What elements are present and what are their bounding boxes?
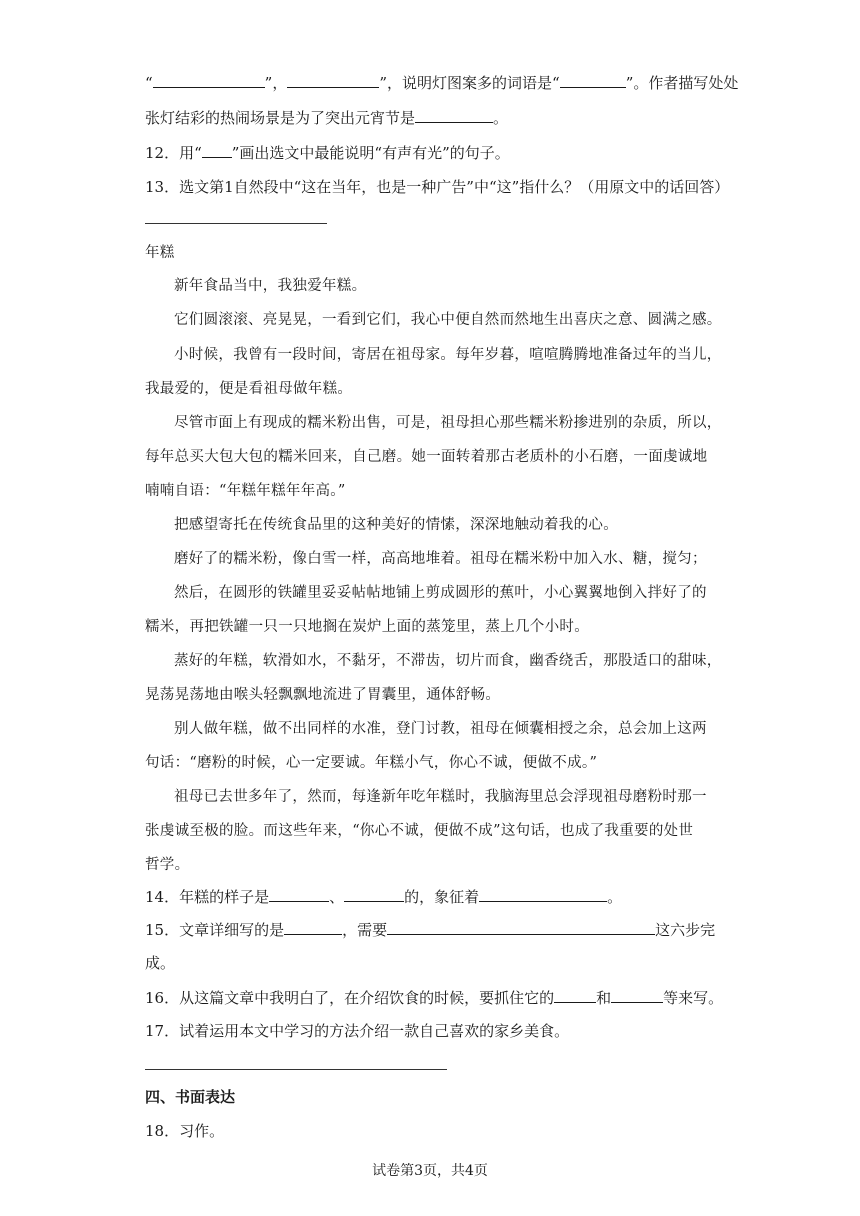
paragraph-line: 哲学。 xyxy=(145,857,190,873)
answer-blank[interactable] xyxy=(560,72,626,88)
paragraph: 祖母已去世多年了，然而，每逢新年吃年糕时，我脑海里总会浮现祖母磨粉时那一 xyxy=(174,789,707,805)
paragraph: 尽管市面上有现成的糯米粉出售，可是，祖母担心那些糯米粉掺进别的杂质，所以， xyxy=(174,415,722,431)
answer-blank[interactable] xyxy=(284,919,342,935)
paragraph-line: 喃喃自语：“年糕年糕年年高。” xyxy=(145,483,346,499)
answer-line[interactable] xyxy=(145,223,327,224)
question-13: 13．选文第1自然段中“这在当年，也是一种广告”中“这”指什么？（用原文中的话回答） xyxy=(145,178,730,196)
question-14: 14．年糕的样子是 、 的，象征着 。 xyxy=(145,888,623,906)
answer-blank[interactable] xyxy=(387,919,655,935)
paragraph: 磨好了的糯米粉，像白雪一样，高高地堆着。祖母在糯米粉中加入水、糖，搅匀； xyxy=(174,551,707,567)
passage-title: 年糕 xyxy=(145,245,175,261)
answer-blank[interactable] xyxy=(344,886,404,902)
paragraph-line: 晃荡晃荡地由喉头轻飘飘地流进了胃囊里，通体舒畅。 xyxy=(145,687,501,703)
question-12: 12．用“ ”画出选文中最能说明“有声有光”的句子。 xyxy=(145,144,510,162)
paragraph: 小时候，我曾有一段时间，寄居在祖母家。每年岁暮，喧喧腾腾地准备过年的当儿， xyxy=(174,347,722,363)
paragraph: 它们圆滚滚、亮晃晃，一看到它们，我心中便自然而然地生出喜庆之意、圆满之感。 xyxy=(174,312,722,328)
paragraph-line: 张虔诚至极的脸。而这些年来，“你心不诚，便做不成”这句话，也成了我重要的处世 xyxy=(145,823,694,839)
page-footer: 试卷第3页，共4页 xyxy=(372,1163,488,1179)
paragraph: 别人做年糕，做不出同样的水准，登门讨教，祖母在倾囊相授之余，总会加上这两 xyxy=(174,721,707,737)
answer-blank[interactable] xyxy=(554,987,596,1003)
answer-blank[interactable] xyxy=(479,886,607,902)
underline-mark xyxy=(202,142,232,158)
answer-line[interactable] xyxy=(145,1069,447,1070)
answer-blank[interactable] xyxy=(153,72,265,88)
paragraph-line: 糯米，再把铁罐一只一只地搁在炭炉上面的蒸笼里，蒸上几个小时。 xyxy=(145,619,589,635)
question-16: 16．从这篇文章中我明白了，在介绍饮食的时候，要抓住它的 和 等来写。 xyxy=(145,989,724,1007)
paragraph-line: 我最爱的，便是看祖母做年糕。 xyxy=(145,381,353,397)
question-17: 17．试着运用本文中学习的方法介绍一款自己喜欢的家乡美食。 xyxy=(145,1022,570,1040)
answer-blank[interactable] xyxy=(611,987,663,1003)
paragraph: 然后，在圆形的铁罐里妥妥帖帖地铺上剪成圆形的蕉叶，小心翼翼地倒入拌好了的 xyxy=(174,585,707,601)
answer-blank[interactable] xyxy=(415,107,493,123)
paragraph: 新年食品当中，我独爱年糕。 xyxy=(174,278,367,294)
paragraph-line: 每年总买大包大包的糯米回来，自己磨。她一面转着那古老质朴的小石磨，一面虔诚地 xyxy=(145,449,708,465)
question-15-line-2: 成。 xyxy=(145,954,176,972)
answer-blank[interactable] xyxy=(269,886,329,902)
q11-line-1: “ ”， ”，说明灯图案多的词语是“ ”。作者描写处处 xyxy=(145,74,739,92)
paragraph: 蒸好的年糕，软滑如水，不黏牙，不滞齿，切片而食，幽香绕舌，那股适口的甜味， xyxy=(174,653,722,669)
paragraph-line: 句话：“磨粉的时候，心一定要诚。年糕小气，你心不诚，便做不成。” xyxy=(145,755,598,771)
paragraph: 把感望寄托在传统食品里的这种美好的情愫，深深地触动着我的心。 xyxy=(174,517,618,533)
section-heading: 四、书面表达 xyxy=(145,1088,236,1106)
q11-line-2: 张灯结彩的热闹场景是为了突出元宵节是 。 xyxy=(145,109,509,127)
answer-blank[interactable] xyxy=(287,72,379,88)
question-18: 18．习作。 xyxy=(145,1122,225,1140)
question-15: 15．文章详细写的是 ，需要 这六步完 xyxy=(145,921,716,939)
